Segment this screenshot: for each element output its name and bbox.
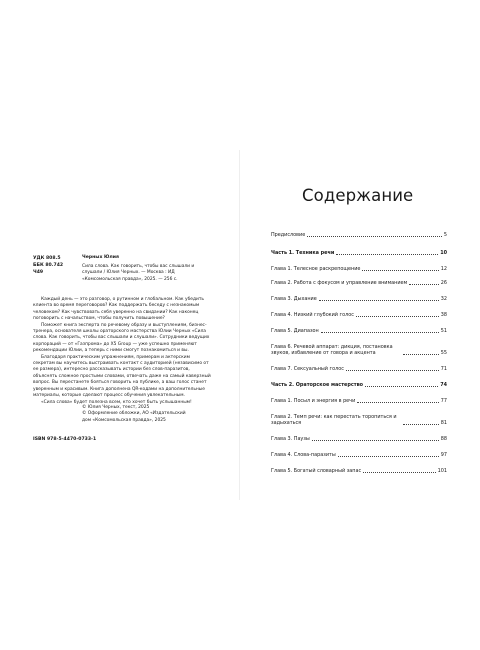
toc-entry-page: 71 (440, 366, 447, 372)
toc-entry-page: 97 (440, 452, 447, 458)
author-mark: Ч49 (33, 270, 44, 275)
bbk-code: ББК 80.742 (33, 263, 64, 268)
annotation-paragraph: Каждый день — это разговор, о рутинном и глобальном. Как убедить клиента во время переговоров? Как поддержать беседу с незнакомым человеком? Как чувствовать себя уверенно на свидании? Как наконец поговорить с начальством, чтобы получить повышение? (33, 297, 205, 322)
udk-code: УДК 808.5 (33, 256, 61, 261)
author-name: Черных Юлия (82, 255, 119, 260)
leader-dots (321, 331, 439, 333)
right-page (240, 0, 480, 650)
toc-entry-page: 38 (440, 312, 447, 318)
toc-entry-label: Глава 2. Работа с фокусом и управление вниманием (271, 280, 408, 286)
leader-dots (403, 353, 439, 355)
toc-entry[interactable] (271, 382, 447, 388)
toc-entry-label: Глава 3. Паузы (271, 436, 310, 442)
isbn: ISBN 978-5-4470-0733-1 (33, 437, 97, 442)
toc-entry-label: Глава 1. Телесное раскрепощение (271, 266, 361, 272)
toc-entry[interactable] (271, 328, 447, 334)
toc-entry-page: 12 (440, 266, 447, 272)
toc-entry-label: Глава 5. Богатый словарный запас (271, 468, 362, 474)
leader-dots (363, 471, 435, 473)
toc-entry[interactable] (271, 266, 447, 272)
toc-entry[interactable] (271, 232, 447, 238)
toc-entry[interactable] (271, 250, 447, 256)
toc-entry[interactable] (271, 344, 447, 357)
toc-entry-label: Часть 2. Ораторское мастерство (271, 382, 364, 388)
leader-dots (336, 253, 438, 255)
udk-block (33, 255, 63, 276)
leader-dots (365, 385, 438, 387)
toc-entry-label: Глава 7. Сексуальный голос (271, 366, 344, 372)
leader-dots (338, 455, 439, 457)
leader-dots (356, 315, 439, 317)
annotation-paragraph: «Сила слова» будет полезна всем, кто хочет быть услышанным! (41, 399, 192, 405)
toc-entry[interactable] (271, 296, 447, 302)
annotation-paragraph: Благодаря практическим упражнениям, примерам и актерским секретам вы научитесь выстраивать контакт с аудиторией (независимо от ее размера), интересно рассказывать истории без слов-паразитов, объяснять сложное простыми словами, отвечать даже на самый каверзный вопрос. Вы перестанете бояться говорить на публике, а ваш голос станет уверенным и красивым. Книга дополнена QR-кодами на дополнительные материалы, которые сделают процесс обучения увлекательным. (33, 354, 211, 399)
toc-entry[interactable] (271, 468, 447, 474)
copyright-line: дом «Комсомольская правда», 2025 (82, 417, 166, 423)
toc-entry[interactable] (271, 452, 447, 458)
toc-entry-label: Глава 4. Слова-паразиты (271, 452, 336, 458)
toc-entry-label: Глава 1. Посыл и энергия в речи (271, 398, 356, 404)
leader-dots (409, 283, 439, 285)
toc-title: Содержание (302, 186, 414, 205)
copyright-line: © Оформление обложки, АО «Издательский (82, 411, 186, 417)
toc-entry-label: Глава 6. Речевой аппарат: дикция, постановка звуков, избавление от говора и акцента (271, 344, 393, 357)
toc-entry-label: Глава 3. Дыхание (271, 296, 317, 302)
toc-entry-label: Глава 5. Диапазон (271, 328, 319, 334)
leader-dots (312, 439, 439, 441)
toc-entry-page: 32 (440, 296, 447, 302)
toc-entry-page: 5 (443, 232, 447, 238)
toc-entry-label: Предисловие (271, 232, 306, 238)
toc-entry-page: 77 (440, 398, 447, 404)
copyright-block (82, 405, 186, 424)
leader-dots (319, 299, 439, 301)
toc-entry-page: 55 (440, 350, 447, 357)
toc-entry-page: 26 (440, 280, 447, 286)
toc-entry-label: Часть 1. Техника речи (271, 250, 335, 256)
toc-entry-page: 88 (440, 436, 447, 442)
toc-entry[interactable] (271, 414, 447, 427)
annotation (33, 297, 211, 406)
toc-entry-label: Глава 2. Темп речи: как перестать торопиться и задыхаться (271, 414, 397, 427)
toc-entry[interactable] (271, 312, 447, 318)
bib-description: Сила слова. Как говорить, чтобы вас слышали и слушали / Юлия Черных. — Москва : ИД «Комсомольская правда», 2025. — 256 с. (82, 264, 195, 282)
toc-entry-label: Глава 4. Низкий глубокий голос (271, 312, 354, 318)
leader-dots (362, 269, 438, 271)
toc-entry[interactable] (271, 366, 447, 372)
toc-entry[interactable] (271, 436, 447, 442)
leader-dots (307, 235, 442, 237)
toc-entry-page: 51 (440, 328, 447, 334)
leader-dots (357, 401, 439, 403)
toc-entry-page: 74 (440, 382, 447, 388)
toc-entry[interactable] (271, 280, 447, 286)
leader-dots (403, 423, 439, 425)
annotation-paragraph: Поможет книга эксперта по речевому образу и выступлениям, бизнес-тренера, основателя школы ораторского мастерства Юлии Черных «Сила слова. Как говорить, чтобы вас слышали и слушали». Сотрудники ведущих корпораций — от «Газпрома» до X5 Group — уже успешно применяют рекомендации Юлии, а теперь с ними смогут познакомиться и вы. (33, 322, 210, 354)
toc-entry-page: 81 (440, 420, 447, 427)
copyright-line: © Юлия Черных, текст, 2025 (82, 405, 150, 410)
toc-entry[interactable] (271, 398, 447, 404)
toc-entry-page: 101 (437, 468, 447, 474)
leader-dots (346, 369, 439, 371)
toc-entry-page: 10 (440, 250, 447, 256)
